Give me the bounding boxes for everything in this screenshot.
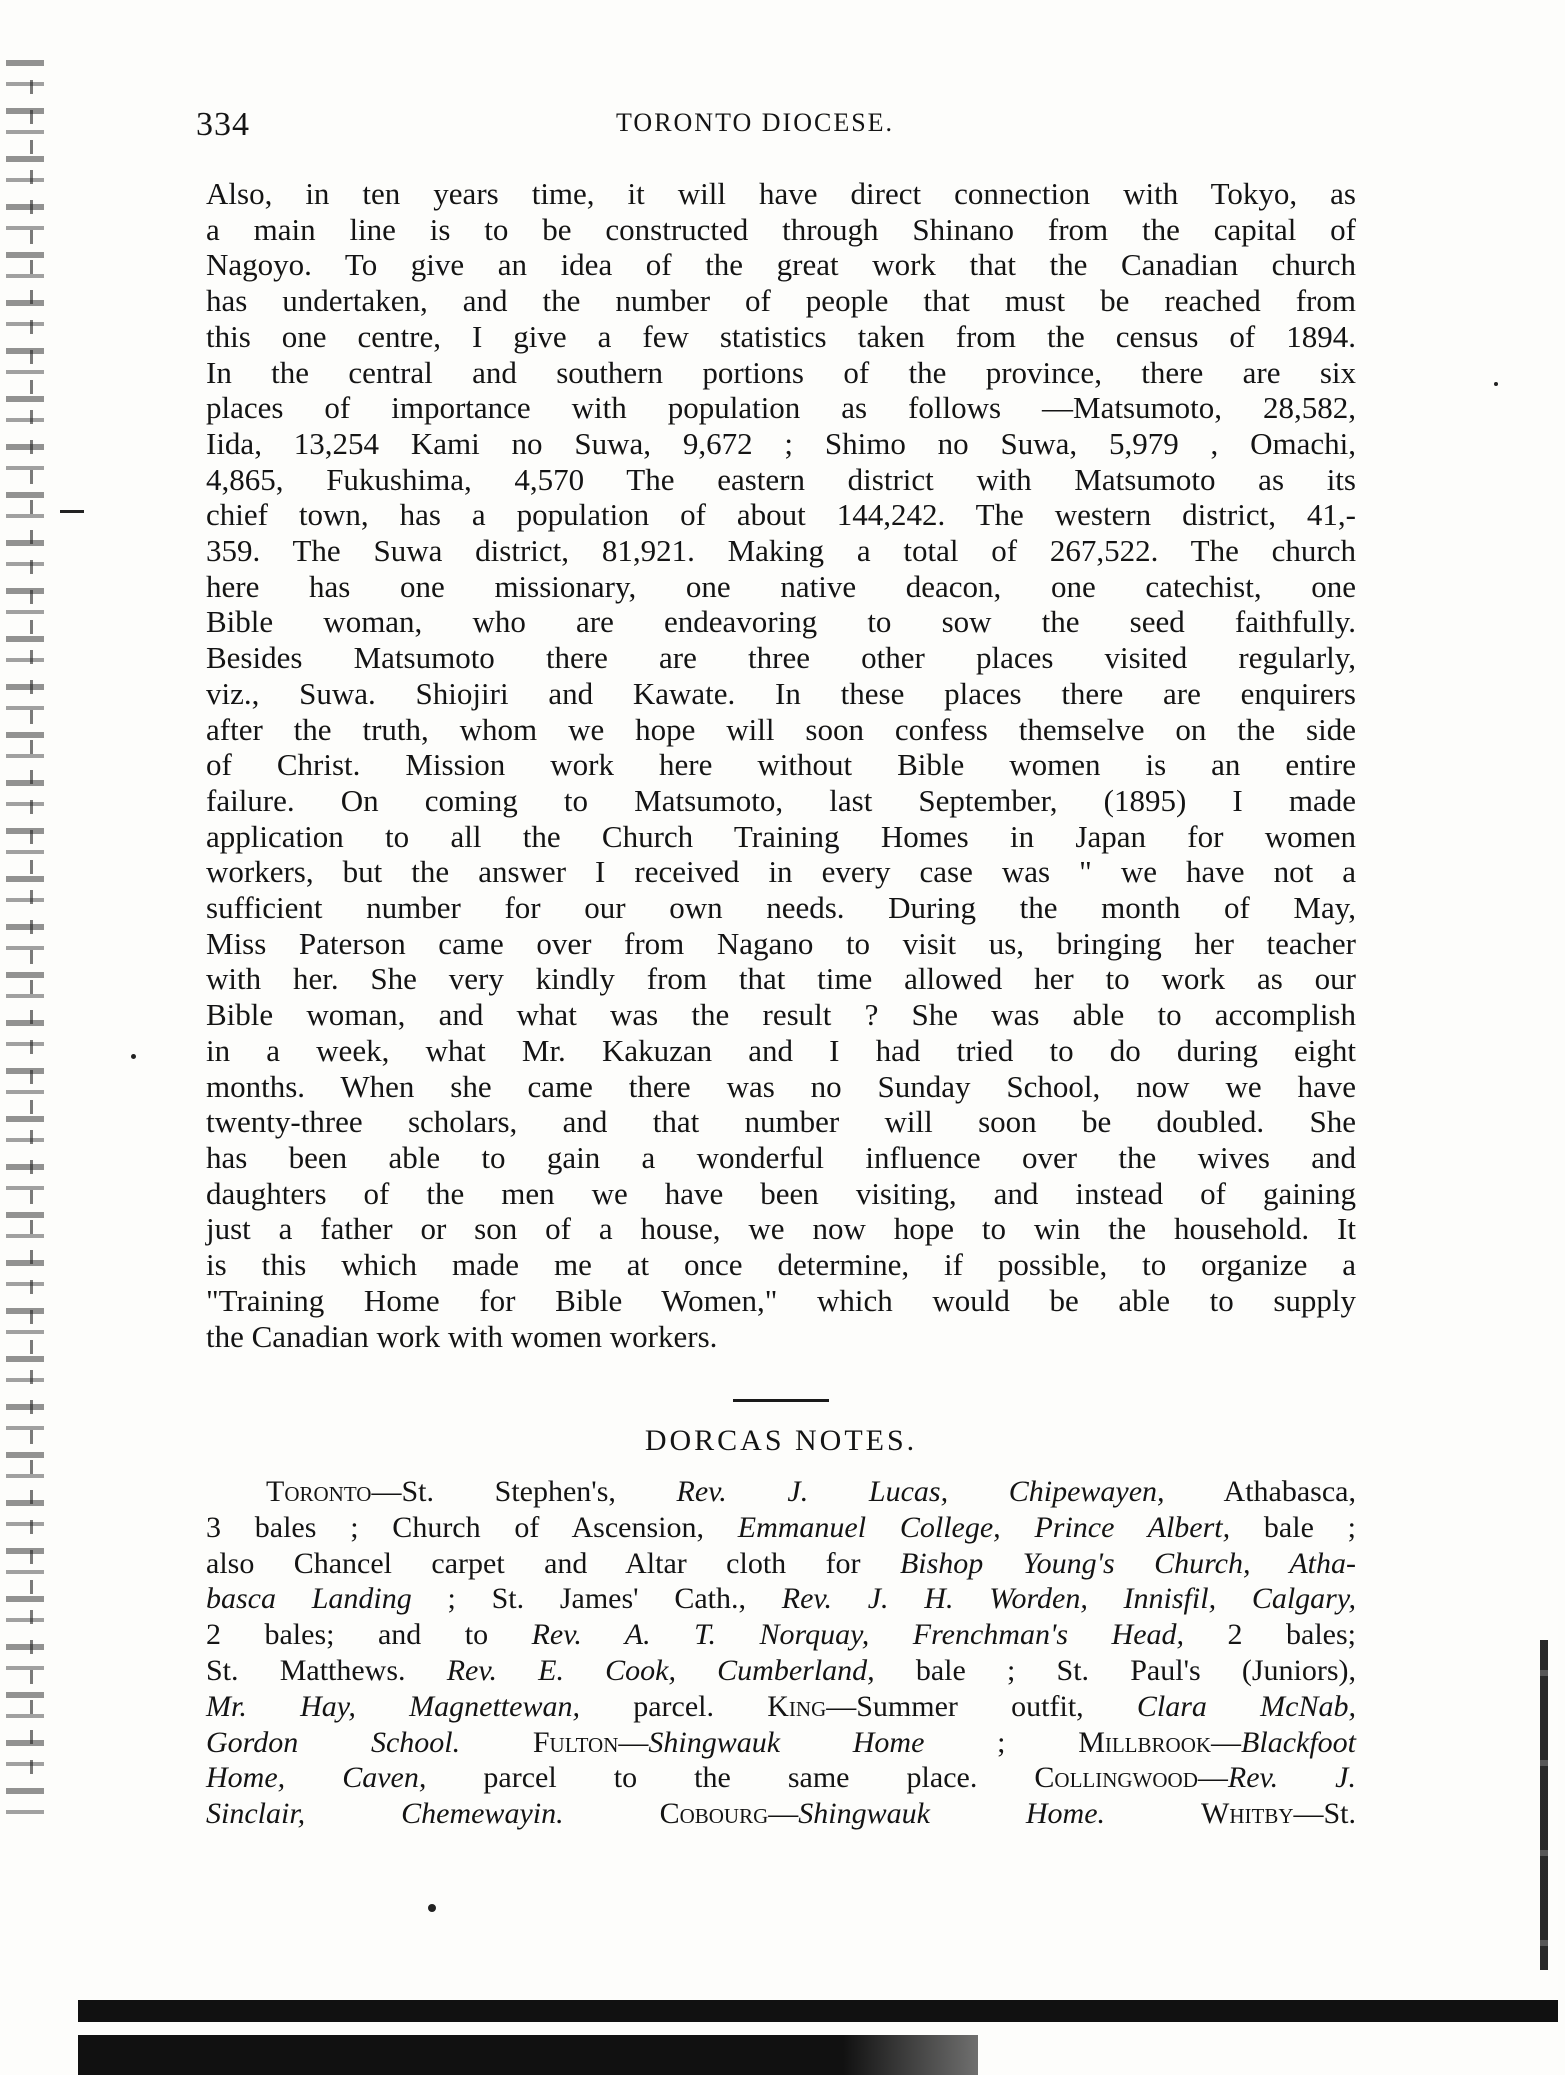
note-text: — xyxy=(618,1725,649,1759)
notes-line xyxy=(206,1653,1356,1689)
text-line: Nagoyo. To give an idea of the great work that the Canadian church xyxy=(206,247,1356,283)
text-line: In the central and southern portions of the province, there are six xyxy=(206,354,1356,390)
dorcas-notes xyxy=(206,1474,1356,1832)
text-line: viz., Suwa. Shiojiri and Kawate. In these places there are enquirers xyxy=(206,675,1356,711)
note-text: — xyxy=(768,1797,799,1831)
notes-line xyxy=(206,1760,1356,1796)
note-text xyxy=(460,1726,533,1759)
note-text: 2 bales; xyxy=(1184,1618,1356,1652)
text-line: has undertaken, and the number of people that must be reached from xyxy=(206,283,1356,319)
text-line: application to all the Church Training Homes in Japan for women xyxy=(206,818,1356,854)
text-line: here has one missionary, one native deacon, one catechist, one xyxy=(206,568,1356,604)
text-line: months. When she came there was no Sunday School, now we have xyxy=(206,1068,1356,1104)
note-recipient: Rev. A. T. Norquay, Frenchman's Head, xyxy=(531,1618,1185,1652)
place-name: Whitby xyxy=(1201,1797,1294,1831)
text-line: just a father or son of a house, we now hope to win the household. It xyxy=(206,1211,1356,1247)
page-header xyxy=(196,106,1360,150)
note-recipient: Shingwauk Home xyxy=(648,1725,925,1759)
notes-line xyxy=(206,1510,1356,1546)
note-recipient: Rev. E. Cook, Cumberland, xyxy=(446,1653,875,1687)
note-text: St. Matthews. xyxy=(206,1653,447,1687)
note-text: —St. Stephen's, xyxy=(371,1475,677,1508)
note-recipient: Gordon School. xyxy=(206,1725,461,1759)
text-line: places of importance with population as follows —Matsumoto, 28,582, xyxy=(206,390,1356,426)
note-recipient: Rev. J. Lucas, Chipewayen, xyxy=(676,1475,1165,1508)
note-text: — xyxy=(1211,1725,1242,1759)
note-recipient: Clara McNab, xyxy=(1136,1689,1356,1723)
note-text: 2 bales; and to xyxy=(206,1618,532,1652)
text-line: 359. The Suwa district, 81,921. Making a total of 267,522. The church xyxy=(206,533,1356,569)
note-text: —St. xyxy=(1293,1797,1357,1831)
place-name: Cobourg xyxy=(659,1797,769,1831)
text-line: this one centre, I give a few statistics taken from the census of 1894. xyxy=(206,318,1356,354)
scan-speck xyxy=(1494,382,1498,386)
notes-line xyxy=(206,1617,1356,1653)
text-line: Also, in ten years time, it will have direct connection with Tokyo, as xyxy=(206,176,1356,211)
notes-line xyxy=(206,1581,1356,1617)
text-line: Bible woman, who are endeavoring to sow the seed faithfully. xyxy=(206,604,1356,640)
note-text: — xyxy=(1197,1761,1228,1795)
note-text: parcel to the same place. xyxy=(426,1761,1035,1795)
text-line: Besides Matsumoto there are three other places visited regularly, xyxy=(206,640,1356,676)
text-line: with her. She very kindly from that time allowed her to work as our xyxy=(206,961,1356,997)
scan-speck xyxy=(428,1904,436,1912)
text-line: after the truth, whom we hope will soon confess themselve on the side xyxy=(206,711,1356,747)
text-line: is this which made me at once determine, if possible, to organize a xyxy=(206,1247,1356,1283)
place-name: Toronto xyxy=(266,1475,372,1508)
text-line: Iida, 13,254 Kami no Suwa, 9,672 ; Shimo no Suwa, 5,979 , Omachi, xyxy=(206,425,1356,461)
section-divider xyxy=(733,1399,829,1402)
notes-line xyxy=(206,1546,1356,1582)
note-text: 3 bales ; Church of Ascension, xyxy=(206,1510,738,1544)
section-title: DORCAS NOTES. xyxy=(644,1424,918,1457)
notes-line xyxy=(206,1796,1356,1832)
scan-speck xyxy=(131,1054,136,1059)
scan-bottom-shadow xyxy=(78,2035,978,2075)
scan-bottom-bar xyxy=(78,2000,1558,2022)
text-line: Bible woman, and what was the result ? She was able to accomplish xyxy=(206,997,1356,1033)
note-text: —Summer outfit, xyxy=(826,1689,1137,1723)
text-line: a main line is to be constructed through Shinano from the capital of xyxy=(206,211,1356,247)
text-line: "Training Home for Bible Women," which would be able to supply xyxy=(206,1282,1356,1318)
scan-edge-left-line xyxy=(30,80,33,1780)
text-line: failure. On coming to Matsumoto, last September, (1895) I made xyxy=(206,782,1356,818)
place-name: Collingwood xyxy=(1034,1761,1198,1795)
note-text: Athabasca, xyxy=(1164,1475,1356,1508)
note-recipient: Blackfoot xyxy=(1241,1725,1356,1759)
note-recipient: Rev. J. xyxy=(1227,1761,1356,1795)
note-text: bale ; St. Paul's (Juniors), xyxy=(874,1653,1356,1687)
note-recipient: basca Landing xyxy=(206,1582,412,1616)
text-line: the Canadian work with women workers. xyxy=(206,1318,718,1354)
page-number: 334 xyxy=(196,106,250,143)
note-text: also Chancel carpet and Altar cloth for xyxy=(206,1546,900,1580)
scan-speck xyxy=(60,510,84,513)
scan-edge-left xyxy=(6,60,44,1820)
text-line: has been able to gain a wonderful influence over the wives and xyxy=(206,1139,1356,1175)
text-line: Miss Paterson came over from Nagano to visit us, bringing her teacher xyxy=(206,925,1356,961)
place-name: Fulton xyxy=(532,1725,619,1759)
notes-line xyxy=(206,1725,1356,1761)
text-line: sufficient number for our own needs. During the month of May, xyxy=(206,890,1356,926)
notes-line xyxy=(206,1474,1356,1510)
place-name: King xyxy=(767,1689,827,1723)
note-text: bale ; xyxy=(1230,1510,1356,1544)
text-line: in a week, what Mr. Kakuzan and I had tried to do during eight xyxy=(206,1032,1356,1068)
text-line: daughters of the men we have been visiting, and instead of gaining xyxy=(206,1175,1356,1211)
note-text: ; St. James' Cath., xyxy=(411,1582,782,1616)
note-recipient: Home, Caven, xyxy=(206,1761,427,1795)
text-line: of Christ. Mission work here without Bible women is an entire xyxy=(206,747,1356,783)
note-recipient: Sinclair, Chemewayin. xyxy=(206,1797,564,1831)
note-recipient: Mr. Hay, Magnettewan, xyxy=(206,1689,580,1723)
note-text xyxy=(564,1797,660,1830)
note-text: parcel. xyxy=(579,1689,768,1723)
note-recipient: Shingwauk Home. xyxy=(798,1797,1106,1831)
text-line: chief town, has a population of about 144,242. The western district, 41,- xyxy=(206,497,1356,533)
scan-edge-right xyxy=(1540,1640,1548,1970)
note-recipient: Bishop Young's Church, Atha- xyxy=(899,1546,1356,1580)
text-line: workers, but the answer I received in every case was " we have not a xyxy=(206,854,1356,890)
text-line: 4,865, Fukushima, 4,570 The eastern district with Matsumoto as its xyxy=(206,461,1356,497)
body-text xyxy=(206,176,1356,1354)
notes-line xyxy=(206,1689,1356,1725)
text-line: twenty-three scholars, and that number will soon be doubled. She xyxy=(206,1104,1356,1140)
note-text: ; xyxy=(924,1725,1079,1759)
running-head: TORONTO DIOCESE. xyxy=(616,108,895,137)
note-recipient: Rev. J. H. Worden, Innisfil, Calgary, xyxy=(781,1582,1356,1616)
note-text xyxy=(1105,1797,1201,1830)
place-name: Millbrook xyxy=(1078,1725,1212,1759)
note-recipient: Emmanuel College, Prince Albert, xyxy=(737,1510,1231,1544)
